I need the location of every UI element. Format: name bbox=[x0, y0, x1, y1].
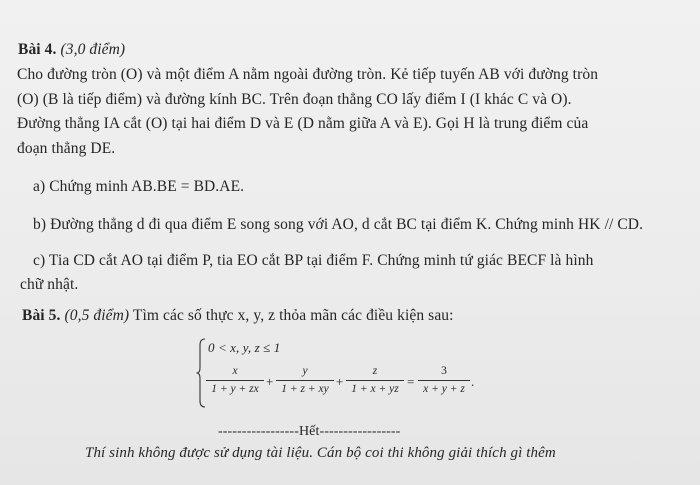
bai4-heading bbox=[18, 41, 125, 59]
fraction-4-den: x + y + z bbox=[423, 383, 465, 395]
equals-sign: = bbox=[407, 374, 415, 389]
left-brace-icon bbox=[196, 338, 206, 408]
bai4-line-3: Đường thẳng IA cắt (O) tại hai điểm D và E (D nằm giữa A và E). Gọi H là trung điểm của bbox=[17, 115, 589, 132]
footer-note: Thí sinh không được sử dụng tài liệu. Cán bộ coi thi không giải thích gì thêm bbox=[85, 445, 556, 461]
bai4-line-1: Cho đường tròn (O) và một điểm A nằm ngoài đường tròn. Kẻ tiếp tuyến AB với đường tròn bbox=[17, 66, 599, 83]
bai4-line-4: đoạn thẳng DE. bbox=[17, 140, 116, 157]
bai4-part-c-line-2: chữ nhật. bbox=[20, 276, 79, 293]
fraction-4-num: 3 bbox=[441, 365, 447, 377]
fraction-3-den: 1 + x + yz bbox=[351, 383, 399, 395]
end-marker: -----------------Hết----------------- bbox=[218, 424, 401, 439]
fraction-2-bar bbox=[276, 380, 334, 381]
bai4-part-a: a) Chứng minh AB.BE = BD.AE. bbox=[33, 178, 245, 195]
fraction-1-num: x bbox=[232, 365, 238, 377]
fraction-3 bbox=[346, 364, 404, 397]
bai5-title: Bài 5. bbox=[22, 307, 61, 324]
bai4-part-b: b) Đường thẳng d đi qua điểm E song song với AO, d cắt BC tại điểm K. Chứng minh HK // CD. bbox=[33, 216, 644, 233]
equation-system bbox=[196, 338, 486, 408]
fraction-3-bar bbox=[346, 380, 404, 381]
bai4-part-c-line-1: c) Tia CD cắt AO tại điểm P, tia EO cắt BP tại điểm F. Chứng minh tứ giác BECF là hình bbox=[33, 252, 594, 269]
fraction-1-bar bbox=[206, 380, 264, 381]
fraction-2-den: 1 + z + xy bbox=[281, 383, 329, 395]
fraction-1-den: 1 + y + zx bbox=[211, 383, 259, 395]
fraction-2-num: y bbox=[302, 365, 308, 377]
bai5-heading bbox=[22, 307, 454, 325]
plus-sign-1: + bbox=[266, 374, 274, 389]
condition-line: 0 < x, y, z ≤ 1 bbox=[208, 340, 281, 355]
bai4-line-2: (O) (B là tiếp điểm) và đường kính BC. Trên đoạn thẳng CO lấy điểm I (I khác C và O). bbox=[17, 91, 572, 108]
fraction-2 bbox=[276, 364, 334, 397]
plus-sign-2: + bbox=[336, 374, 344, 389]
fraction-3-num: z bbox=[372, 365, 378, 377]
fraction-1 bbox=[206, 364, 264, 397]
period: . bbox=[471, 374, 475, 389]
fraction-4-bar bbox=[418, 380, 470, 381]
bai5-points: (0,5 điểm) bbox=[64, 307, 130, 324]
bai4-points: (3,0 điểm) bbox=[60, 41, 126, 58]
bai5-text: Tìm các số thực x, y, z thỏa mãn các điều kiện sau: bbox=[132, 307, 454, 324]
fraction-4 bbox=[418, 364, 470, 397]
bai4-title: Bài 4. bbox=[18, 41, 57, 58]
